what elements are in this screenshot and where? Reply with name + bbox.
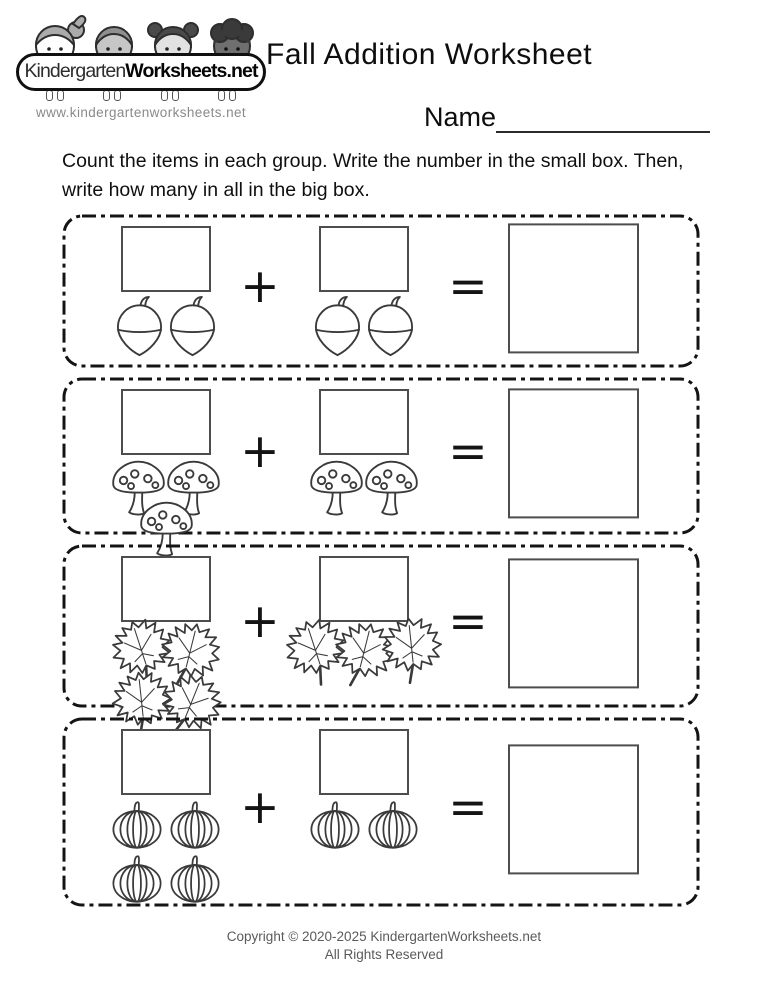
left-addend-group: [80, 544, 252, 733]
acorn-icon: [362, 295, 419, 357]
acorn-icon: [111, 295, 168, 357]
pumpkin-icon: [307, 800, 363, 850]
acorn-icon: [309, 295, 366, 357]
pumpkin-icon: [365, 800, 421, 850]
left-addend-items: [105, 798, 227, 906]
problem-row-mushroom: [62, 377, 700, 535]
right-addend-items: [303, 798, 425, 852]
right-addend-box[interactable]: [319, 389, 409, 455]
pumpkin-icon: [109, 854, 165, 904]
left-addend-group: [80, 717, 252, 906]
footer-copyright: Copyright © 2020-2025 KindergartenWorksheets.net: [226, 929, 542, 944]
site-logo: [16, 8, 266, 120]
left-addend-box[interactable]: [121, 556, 211, 622]
left-addend-items: [102, 458, 230, 557]
equals-sign: =: [448, 780, 488, 836]
equals-sign: =: [448, 594, 488, 650]
right-addend-group: [278, 544, 450, 679]
instructions-text: Count the items in each group. Write the number in the small box. Then, write how many in all in the big box.: [62, 150, 684, 202]
left-addend-group: [80, 214, 252, 357]
equals-sign: =: [448, 424, 488, 480]
footer-rights: All Rights Reserved: [324, 947, 444, 963]
page-title: Fall Addition Worksheet: [266, 38, 593, 71]
problem-row-pumpkin: [62, 717, 700, 907]
logo-brand-first: Kindergarten: [24, 60, 126, 82]
problem-row-leaf: [62, 544, 700, 708]
problem-row-acorn: [62, 214, 700, 368]
sum-box[interactable]: [508, 388, 639, 518]
right-addend-box[interactable]: [319, 729, 409, 795]
mushroom-icon: [308, 458, 365, 516]
equals-sign: =: [448, 259, 488, 315]
right-addend-group: [278, 377, 450, 516]
right-addend-items: [300, 458, 428, 516]
plus-sign: +: [240, 424, 280, 480]
pumpkin-icon: [167, 854, 223, 904]
footer: [0, 928, 768, 964]
pumpkin-icon: [109, 800, 165, 850]
logo-brand-second: Worksheets.net: [125, 60, 258, 82]
plus-sign: +: [240, 259, 280, 315]
right-addend-box[interactable]: [319, 226, 409, 292]
logo-feet: [16, 90, 266, 101]
left-addend-box[interactable]: [121, 226, 211, 292]
acorn-icon: [164, 295, 221, 357]
right-addend-items: [283, 625, 445, 679]
website-url: www.kindergartenworksheets.net: [35, 105, 247, 120]
right-addend-group: [278, 214, 450, 357]
leaf-icon: [376, 612, 447, 688]
right-addend-group: [278, 717, 450, 852]
right-addend-items: [278, 295, 450, 357]
logo-banner: [16, 53, 266, 91]
left-addend-group: [80, 377, 252, 557]
plus-sign: +: [240, 594, 280, 650]
problems-container: [62, 214, 700, 916]
sum-box[interactable]: [508, 744, 639, 874]
name-input-line[interactable]: [496, 104, 710, 133]
mushroom-icon: [363, 458, 420, 516]
plus-sign: +: [240, 780, 280, 836]
name-label: Name: [424, 102, 497, 132]
sum-box[interactable]: [508, 558, 639, 688]
name-row: [424, 102, 710, 133]
pumpkin-icon: [167, 800, 223, 850]
left-addend-items: [80, 295, 252, 357]
left-addend-box[interactable]: [121, 389, 211, 455]
sum-box[interactable]: [508, 223, 639, 353]
left-addend-box[interactable]: [121, 729, 211, 795]
